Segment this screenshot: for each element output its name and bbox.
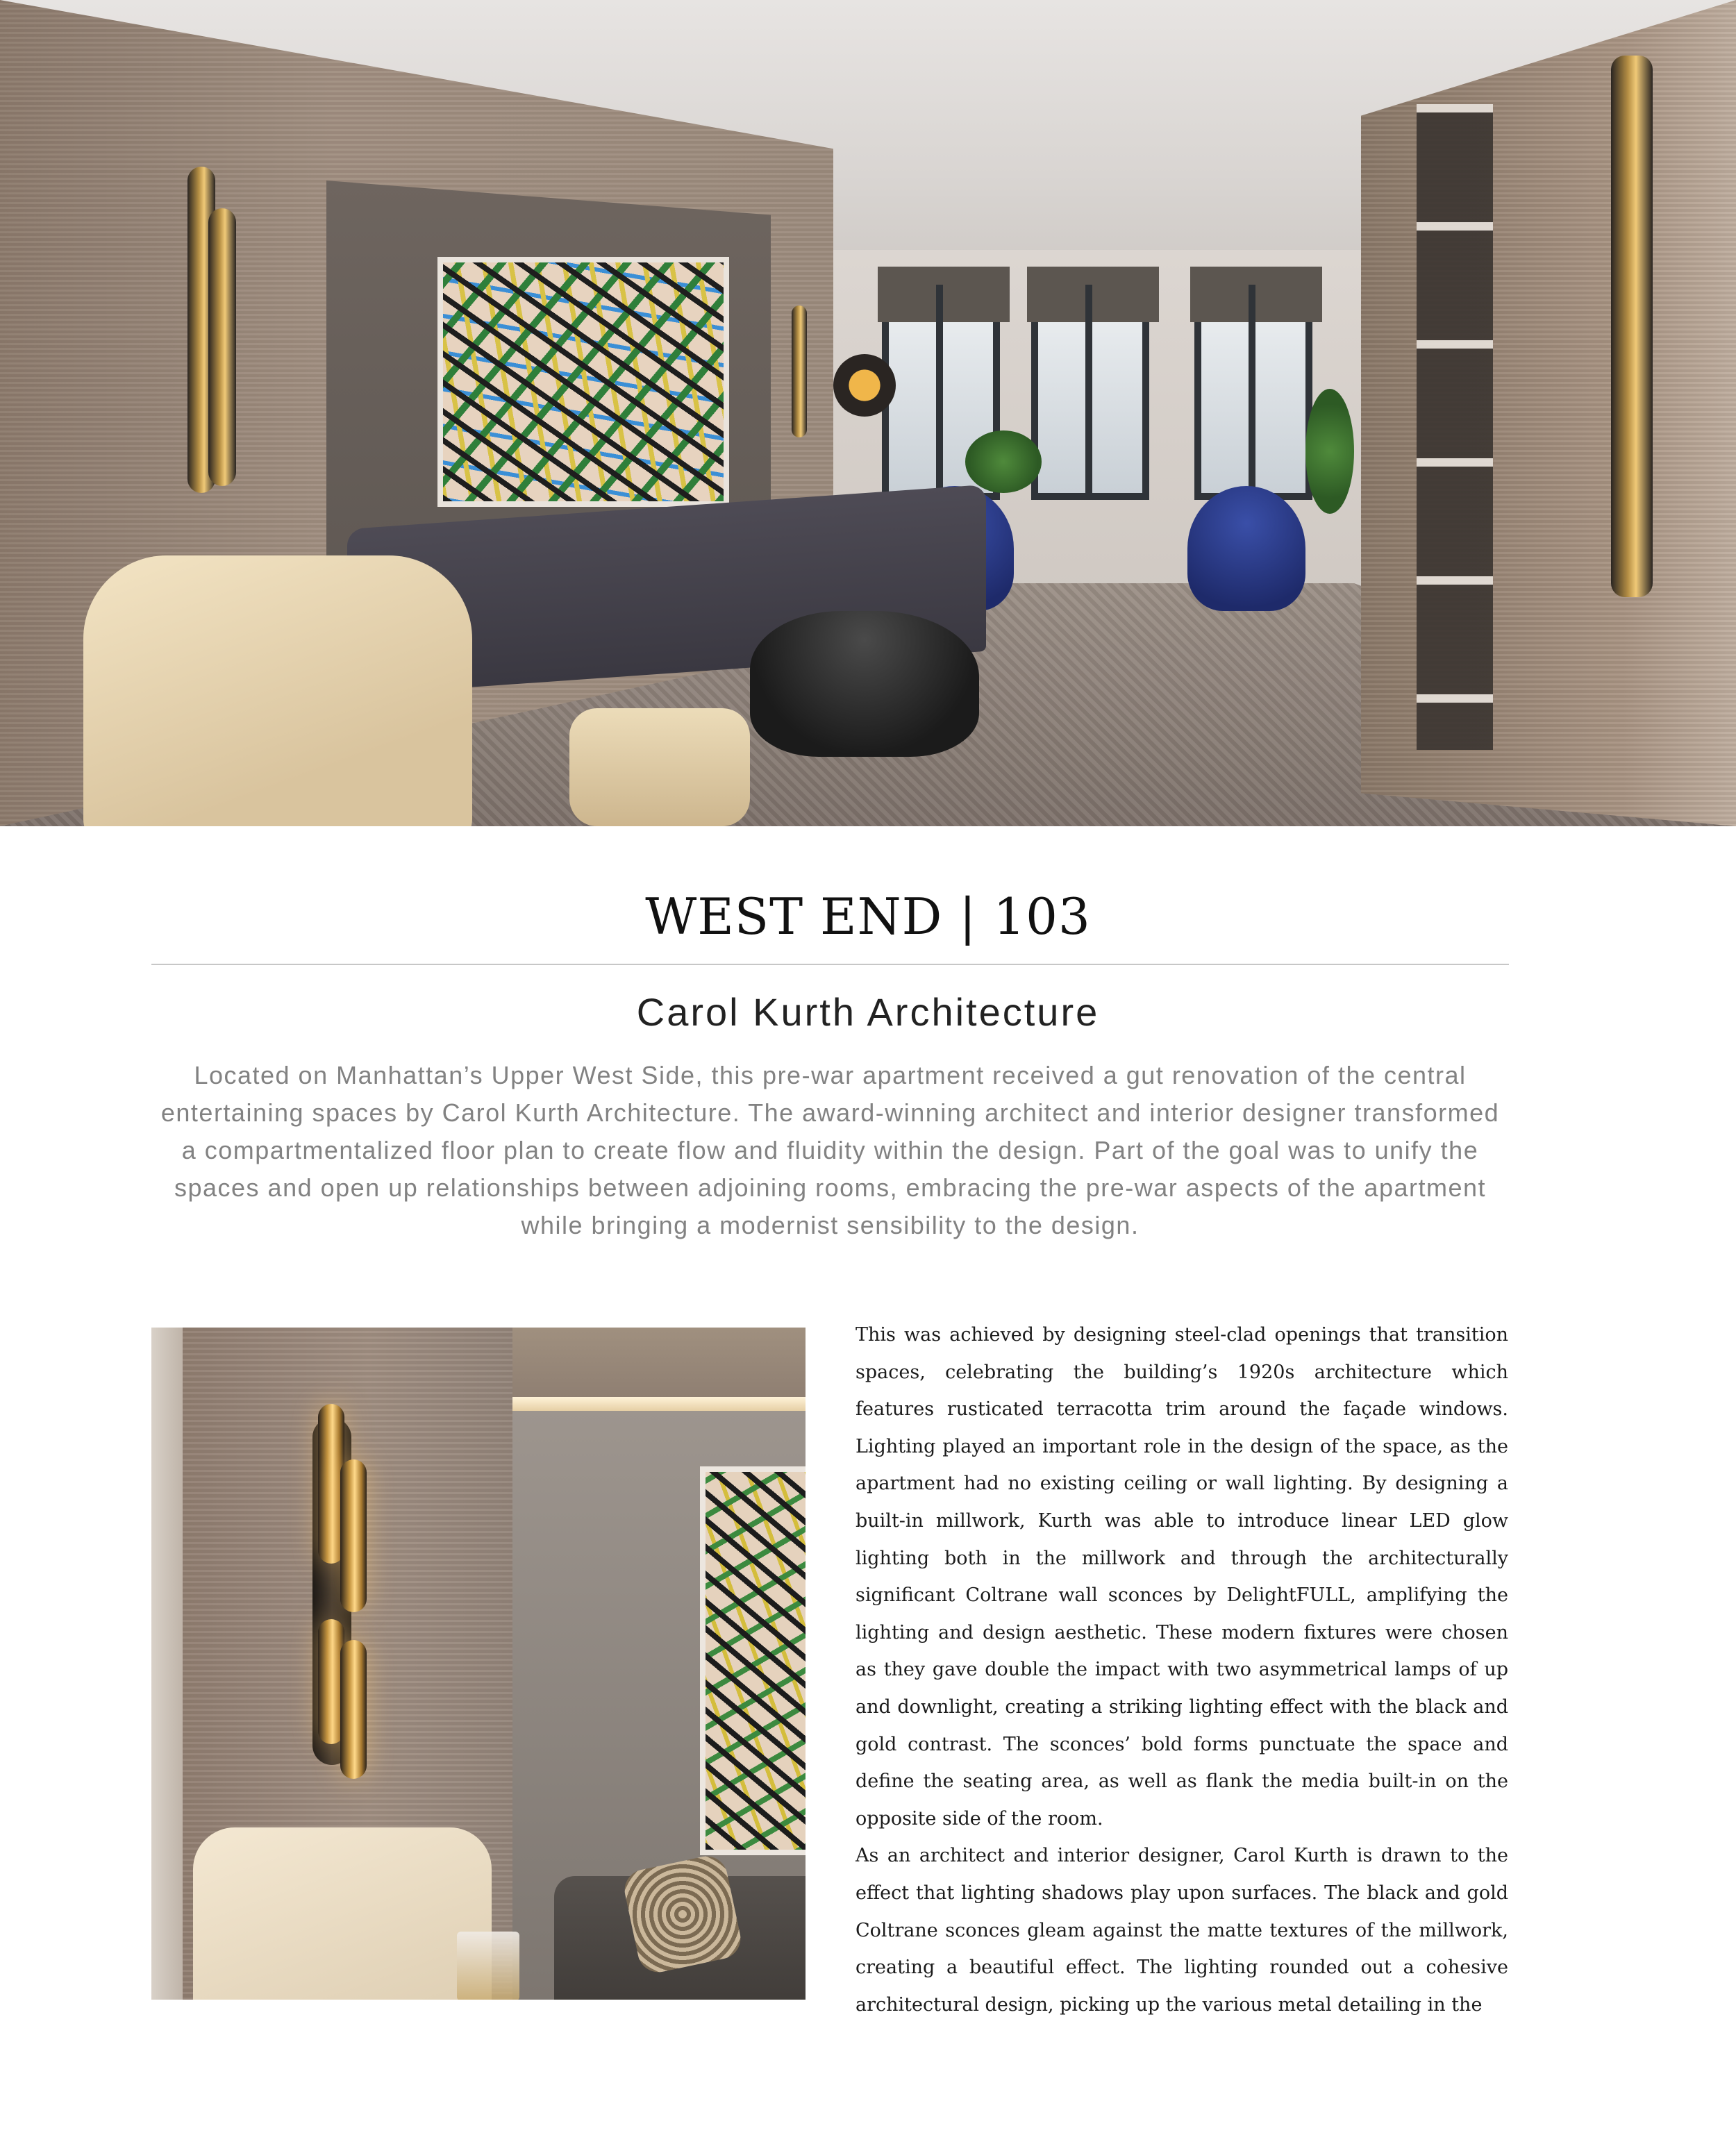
detail-sconce-tube	[340, 1640, 367, 1779]
hero-blue-chair	[1187, 486, 1305, 611]
title-divider	[151, 964, 1509, 965]
hero-wall-sconce	[1611, 56, 1653, 597]
body-paragraph: As an architect and interior designer, Carol Kurth is drawn to the effect that lighting shadows play upon surfaces. The black and gold Coltrane sconces gleam against the matte textures of the millwork, creating a beautiful effect. The lighting rounded out a cohesive architectural design, picking up the various metal detailing in the	[856, 1845, 1508, 2016]
detail-painting	[700, 1466, 806, 1855]
hero-plant	[1305, 389, 1354, 514]
detail-wall-edge	[151, 1328, 183, 2000]
body-text	[856, 1316, 1508, 2023]
detail-armchair	[193, 1827, 492, 2000]
body-paragraph: This was achieved by designing steel-clad openings that transition spaces, celebrating the building’s 1920s architecture which features rusticated terracotta trim around the façade windows. Lighting played an important role in the design of the space, as the apartment had no existing ceiling or wall lighting. By designing a built-in millwork, Kurth was able to introduce linear LED glow lighting both in the millwork and through the architecturally significant Coltrane wall sconces by DelightFULL, amplifying the lighting and design aesthetic. These modern fixtures were chosen as they gave double the impact with two asymmetrical lamps of up and downlight, creating a striking lighting effect with the black and gold contrast. The sconces’ bold forms punctuate the space and define the seating area, as well as flank the media built-in on the opposite side of the room.	[856, 1324, 1508, 1830]
hero-window	[1031, 278, 1149, 500]
intro-paragraph: Located on Manhattan’s Upper West Side, this pre-war apartment received a gut renovation of the central entertaining spaces by Carol Kurth Architecture. The award-winning architect and interior designer transformed a compartmentalized floor plan to create flow and fluidity within the design. Part of the goal was to unify the spaces and open up relationships between adjoining rooms, embracing the pre-war aspects of the apartment while bringing a modernist sensibility to the design.	[160, 1061, 1500, 1239]
detail-millwork-band	[512, 1328, 806, 1397]
hero-shelves	[1417, 104, 1493, 750]
hero-wall-sconce	[792, 306, 807, 437]
detail-led-strip	[512, 1397, 806, 1411]
hero-floor-lamp	[833, 354, 896, 417]
hero-ottoman	[569, 708, 750, 826]
detail-side-table	[457, 1932, 519, 2000]
hero-photo	[0, 0, 1736, 826]
detail-photo	[151, 1328, 806, 2000]
page-title: WEST END | 103	[645, 887, 1091, 946]
hero-armchair	[83, 555, 472, 826]
detail-pillow	[621, 1852, 744, 1976]
hero-wall-sconce	[208, 208, 236, 486]
page-subtitle: Carol Kurth Architecture	[636, 990, 1100, 1034]
hero-coffee-table	[750, 611, 979, 757]
hero-plant	[965, 430, 1042, 493]
hero-painting	[437, 257, 729, 507]
detail-sconce-tube	[340, 1459, 367, 1612]
hero-window	[1194, 278, 1312, 500]
